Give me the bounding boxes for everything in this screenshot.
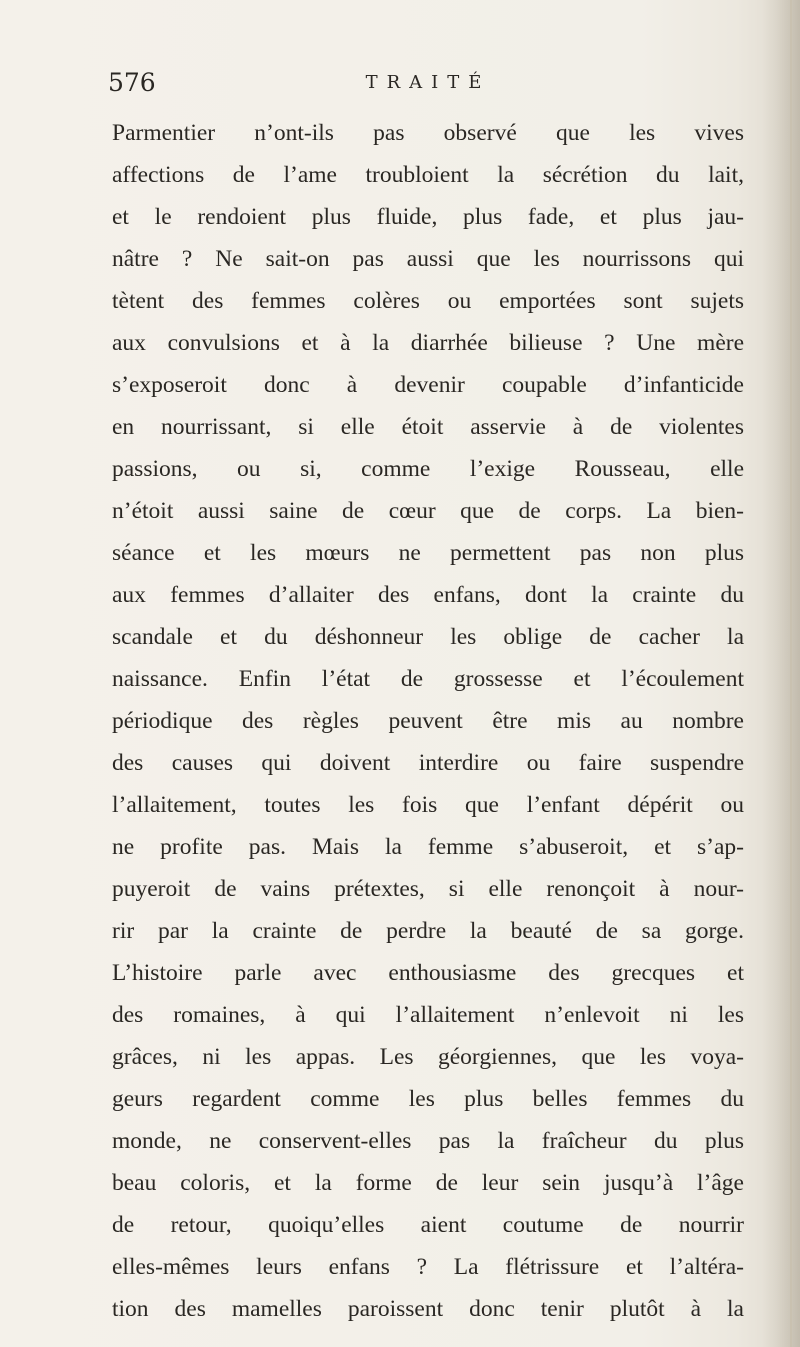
text-line: s’exposeroit donc à devenir coupable d’infanticide	[112, 372, 744, 398]
text-line: périodique des règles peuvent être mis au nombre	[112, 708, 744, 734]
text-line: monde, ne conservent-elles pas la fraîcheur du plus	[112, 1128, 744, 1154]
text-line: en nourrissant, si elle étoit asservie à de violentes	[112, 414, 744, 440]
body-text	[112, 112, 744, 1330]
text-line: nâtre ? Ne sait-on pas aussi que les nourrissons qui	[112, 246, 744, 272]
text-line: grâces, ni les appas. Les géorgiennes, que les voya-	[112, 1044, 744, 1070]
text-line: de retour, quoiqu’elles aient coutume de nourrir	[112, 1212, 744, 1238]
text-line: des romaines, à qui l’allaitement n’enlevoit ni les	[112, 1002, 744, 1028]
text-line: geurs regardent comme les plus belles femmes du	[112, 1086, 744, 1112]
text-line: ne profite pas. Mais la femme s’abuseroit, et s’ap-	[112, 834, 744, 860]
text-line: Parmentier n’ont-ils pas observé que les vives	[112, 120, 744, 146]
text-line: L’histoire parle avec enthousiasme des grecques et	[112, 960, 744, 986]
text-line: tion des mamelles paroissent donc tenir plutôt à la	[112, 1296, 744, 1322]
text-line: aux femmes d’allaiter des enfans, dont la crainte du	[112, 582, 744, 608]
text-line: passions, ou si, comme l’exige Rousseau, elle	[112, 456, 744, 482]
text-line: scandale et du déshonneur les oblige de cacher la	[112, 624, 744, 650]
text-line: et le rendoient plus fluide, plus fade, et plus jau-	[112, 204, 744, 230]
text-line: séance et les mœurs ne permettent pas non plus	[112, 540, 744, 566]
text-line: aux convulsions et à la diarrhée bilieuse ? Une mère	[112, 330, 744, 356]
text-line: naissance. Enfin l’état de grossesse et l’écoulement	[112, 666, 744, 692]
text-line: n’étoit aussi saine de cœur que de corps. La bien-	[112, 498, 744, 524]
text-line: des causes qui doivent interdire ou faire suspendre	[112, 750, 744, 776]
page-header	[108, 68, 748, 104]
text-line: puyeroit de vains prétextes, si elle renonçoit à nour-	[112, 876, 744, 902]
text-line: l’allaitement, toutes les fois que l’enfant dépérit ou	[112, 792, 744, 818]
running-head: TRAITÉ	[365, 72, 491, 93]
binding-edge	[790, 0, 792, 1347]
text-line: beau coloris, et la forme de leur sein jusqu’à l’âge	[112, 1170, 744, 1196]
text-line: rir par la crainte de perdre la beauté de sa gorge.	[112, 918, 744, 944]
page-gutter-shadow	[762, 0, 800, 1347]
text-line: affections de l’ame troubloient la sécrétion du lait,	[112, 162, 744, 188]
text-line: elles-mêmes leurs enfans ? La flétrissure et l’altéra-	[112, 1254, 744, 1280]
page-number: 576	[108, 68, 156, 97]
text-line: tètent des femmes colères ou emportées sont sujets	[112, 288, 744, 314]
